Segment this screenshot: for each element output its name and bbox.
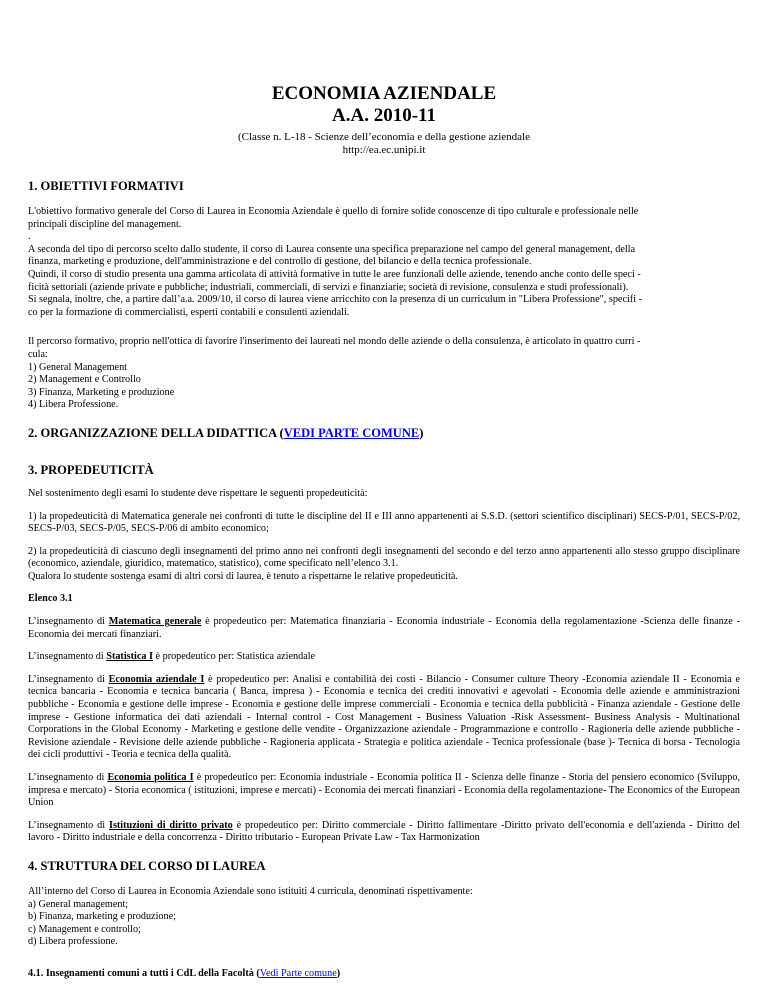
subsection-4-1-text: 4.1. Insegnamenti comuni a tutti i CdL della Facoltà — [28, 967, 254, 979]
prerequisite-prefix: L’insegnamento di — [28, 772, 108, 783]
course-name: Istituzioni di diritto privato — [108, 819, 233, 831]
curricula-paragraph — [28, 336, 740, 412]
list-item: 3) Finanza, Marketing e produzione — [28, 386, 175, 398]
section-2-heading-close: ) — [419, 425, 424, 440]
list-item: b) Finanza, marketing e produzione; — [28, 911, 176, 923]
prerequisite-text: è propedeutico per: Matematica finanziaria - Economia industriale - Economia della regolamentazione -Scienza delle finanze - Economia dei mercati finanziari. — [28, 616, 741, 640]
paragraph-line: L'obiettivo formativo generale del Corso di Laurea in Economia Aziendale è quello di fornire solide conoscenze di tipo culturale e professionale nelle — [28, 206, 639, 217]
course-name: Economia aziendale I — [108, 673, 205, 685]
course-name: Statistica I — [106, 651, 153, 663]
elenco-heading: Elenco 3.1 — [28, 593, 73, 605]
rule-1: 1) la propedeuticità di Matematica generale nei confronti di tutte le discipline del II e III anno appartenenti ai S.S.D. (settori scientifico disciplinari) SECS-P/01, SECS-P/02, SECS-P/03, SECS-P/05, SECS-P/06 di ambito economico; — [28, 510, 740, 535]
list-item: c) Management e controllo; — [28, 923, 141, 935]
list-item: d) Libera professione. — [28, 936, 118, 948]
paragraph-line: Quindi, il corso di studio presenta una gamma articolata di attività formative in tutte le aree funzionali delle aziende, tenendo anche conto delle speci - — [28, 268, 641, 280]
section-4-heading: 4. STRUTTURA DEL CORSO DI LAUREA — [28, 858, 266, 873]
document-page — [28, 0, 740, 981]
prerequisite-text: è propedeutico per: Diritto commerciale - Diritto fallimentare -Diritto privato dell'economia e dell'azienda - Diritto del lavoro - Diritto industriale e della concorrenza - Diritto tributario - European Private Law - Tax Harmonization — [28, 819, 741, 844]
section-2-heading-text: 2. ORGANIZZAZIONE DELLA DIDATTICA ( — [28, 425, 284, 440]
prerequisite-text: è propedeutico per: Analisi e contabilità dei costi - Bilancio - Consumer culture Theory -Economia aziendale II - Economia e tecnica bancaria - Economia e tecnica bancaria ( Banca, impresa ) - Economia e tecnica dei crediti innovativi e agevolati - Economia delle aziende e amministrazioni pubbliche - Economia e gestione delle imprese - Economia e gestione delle imprese commerciali - Economia e tecnica della pubblicità - Finanza aziendale - Gestione delle imprese - Gestione informatica dei dati aziendali - Internal control - Cost Management - Business Valuation -Risk Assessment- Business Analysis - Multinational Corporations in the Global Economy - Marketing e gestione delle vendite - Organizzazione aziendale - Programmazione e controllo - Ragioneria delle aziende pubbliche - Revisione aziendale - Revisione delle aziende pubbliche - Ragioneria applicata - Strategia e politica aziendale - Tecnica professionale (base )- Tecnica di borsa - Tecnologia dei cicli produttivi - Teoria e tecnica della qualità. — [28, 673, 740, 761]
course-name: Matematica generale — [108, 616, 202, 628]
course-name: Economia politica I — [107, 772, 194, 783]
prerequisite-prefix: L’insegnamento di — [28, 616, 109, 628]
website-url: http://ea.ec.unipi.it — [342, 144, 426, 156]
prerequisite-text: è propedeutico per: Statistica aziendale — [152, 651, 316, 663]
document-title: ECONOMIA AZIENDALE — [271, 83, 497, 104]
degree-class: (Classe n. L-18 - Scienze dell’economia e della gestione aziendale — [238, 131, 530, 143]
prerequisite-economia-politica — [28, 772, 740, 810]
paragraph-line: . — [28, 231, 31, 243]
paragraph-line: Si segnala, inoltre, che, a partire dall’a.a. 2009/10, il corso di laurea viene arricchito con la presenza di un curriculum in "Libera Professione", specifi - — [28, 294, 642, 306]
vedi-parte-comune-link[interactable]: VEDI PARTE COMUNE — [283, 425, 420, 440]
rule-2: 2) la propedeuticità di ciascuno degli insegnamenti del primo anno nei confronti degli insegnamenti del secondo e del terzo anno appartenenti allo stesso gruppo disciplinare (economico, aziendale, giuridico, matematico, statistico), come specificato nell’elenco 3.1. — [28, 545, 740, 570]
prerequisite-prefix: L’insegnamento di — [28, 651, 107, 663]
list-item: a) General management; — [28, 898, 129, 910]
prerequisite-text: è propedeutico per: Economia industriale - Economia politica II - Scienza delle finanze - Storia del pensiero economico (Sviluppo, impresa e mercato) - Storia economica ( istituzioni, imprese e mercati) - Economia dei mercati finanziari - Economia della regolamentazione- The Economics of the European Union — [28, 772, 741, 809]
paragraph-line: principali discipline del management. — [28, 218, 182, 230]
vedi-parte-comune-link-2[interactable]: Vedi Parte comune — [259, 967, 337, 979]
prerequisite-prefix: L’insegnamento di — [28, 673, 109, 685]
list-item: 1) General Management — [28, 361, 127, 373]
list-item: 4) Libera Professione. — [28, 399, 119, 411]
prerequisite-statistica — [28, 651, 740, 664]
section-2-heading — [28, 426, 740, 441]
prerequisite-diritto-privato — [28, 820, 740, 845]
paragraph-line: finanza, marketing e produzione, dell'amministrazione e del controllo di gestione, del bilancio e della tecnica professionale. — [28, 256, 532, 268]
paragraph-line: Il percorso formativo, proprio nell'ottica di favorire l'inserimento dei laureati nel mondo delle aziende o della consulenza, è articolato in quattro curri - — [28, 336, 641, 348]
paragraph-line: ficità settoriali (aziende private e pubbliche; industriali, commerciali, di servizi e finanziarie; società di revisione, consulenza e studi professionali). — [28, 281, 629, 293]
rule-2-note: Qualora lo studente sostenga esami di altri corsi di laurea, è tenuto a rispettarne le relative propedeuticità. — [28, 570, 458, 582]
prerequisite-matematica — [28, 616, 740, 641]
list-item: 2) Management e Controllo — [28, 374, 141, 386]
paragraph-line: A seconda del tipo di percorso scelto dallo studente, il corso di Laurea consente una specifica preparazione nel campo del general management, della — [28, 243, 636, 255]
propedeuticita-intro: Nel sostenimento degli esami lo studente deve rispettare le seguenti propedeuticità: — [28, 487, 368, 499]
paragraph-line: co per la formazione di commercialisti, esperti contabili e consulenti aziendali. — [28, 306, 350, 318]
prerequisite-economia-aziendale — [28, 674, 740, 762]
curricula-intro: All’interno del Corso di Laurea in Economia Aziendale sono istituiti 4 curricula, denominati rispettivamente: — [28, 885, 473, 897]
subsection-4-1-heading: 4.1. Insegnamenti comuni a tutti i CdL della Facoltà (Vedi Parte comune) — [28, 967, 341, 979]
section-1-body — [28, 206, 740, 319]
paragraph-line: cula: — [28, 348, 48, 360]
section-3-heading: 3. PROPEDEUTICITÀ — [28, 462, 154, 477]
section-1-heading: 1. OBIETTIVI FORMATIVI — [28, 179, 184, 193]
academic-year: A.A. 2010-11 — [332, 105, 436, 126]
curricula-list — [28, 886, 740, 949]
prerequisite-prefix: L’insegnamento di — [28, 819, 109, 831]
